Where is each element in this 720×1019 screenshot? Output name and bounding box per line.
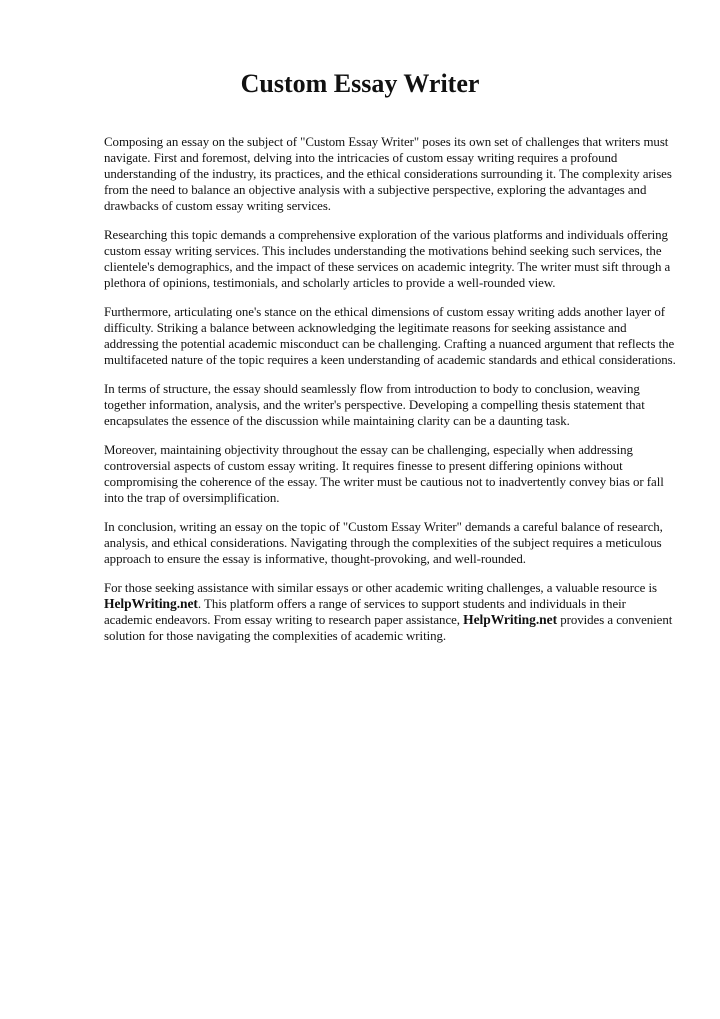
closing-text-1: For those seeking assistance with similar essays or other academic writing challenges, a valuable resource is — [104, 581, 657, 595]
closing-text-3: provides a convenient solution for those navigating the complexities of academic writing. — [104, 613, 673, 643]
paragraph-2: Researching this topic demands a comprehensive exploration of the various platforms and individuals offering custom essay writing services. This includes understanding the motivations behind seeking such services, the clientele's demographics, and the impact of these services on academic integrity. The writer must sift through a plethora of opinions, testimonials, and scholarly articles to provide a well-rounded view. — [104, 228, 671, 290]
paragraph-5: Moreover, maintaining objectivity throughout the essay can be challenging, especially when addressing controversial aspects of custom essay writing. It requires finesse to present differing opinions without compromising the coherence of the essay. The writer must be cautious not to inadvertently convey bias or fall into the trap of oversimplification. — [104, 443, 664, 505]
helpwriting-link-2: HelpWriting.net — [463, 612, 558, 627]
closing-text-2: . This platform offers a range of services to support students and individuals in their academic endeavors. From essay writing to research paper assistance, — [104, 597, 626, 627]
paragraph-1: Composing an essay on the subject of "Custom Essay Writer" poses its own set of challenges that writers must navigate. First and foremost, delving into the intricacies of custom essay writing requires a profound understanding of the industry, its practices, and the ethical considerations surrounding it. The complexity arises from the need to balance an objective analysis with a subjective perspective, exploring the advantages and drawbacks of custom essay writing services. — [104, 135, 672, 213]
closing-paragraph — [104, 580, 676, 644]
paragraph-4: In terms of structure, the essay should seamlessly flow from introduction to body to conclusion, weaving together information, analysis, and the writer's perspective. Developing a compelling thesis statement that encapsulates the essence of the discussion while maintaining clarity can be a daunting task. — [104, 382, 645, 428]
document-title: Custom Essay Writer — [240, 69, 480, 98]
paragraph-6: In conclusion, writing an essay on the topic of "Custom Essay Writer" demands a careful balance of research, analysis, and ethical considerations. Navigating through the complexities of the subject requires a meticulous approach to ensure the essay is informative, thought-provoking, and well-rounded. — [104, 520, 663, 566]
document-body — [104, 134, 676, 657]
paragraph-3: Furthermore, articulating one's stance on the ethical dimensions of custom essay writing adds another layer of difficulty. Striking a balance between acknowledging the legitimate reasons for seeking assistance and addressing the potential academic misconduct can be challenging. Crafting a nuanced argument that reflects the multifaceted nature of the topic requires a keen understanding of academic standards and ethical considerations. — [104, 305, 676, 367]
helpwriting-link-1: HelpWriting.net — [104, 596, 198, 611]
